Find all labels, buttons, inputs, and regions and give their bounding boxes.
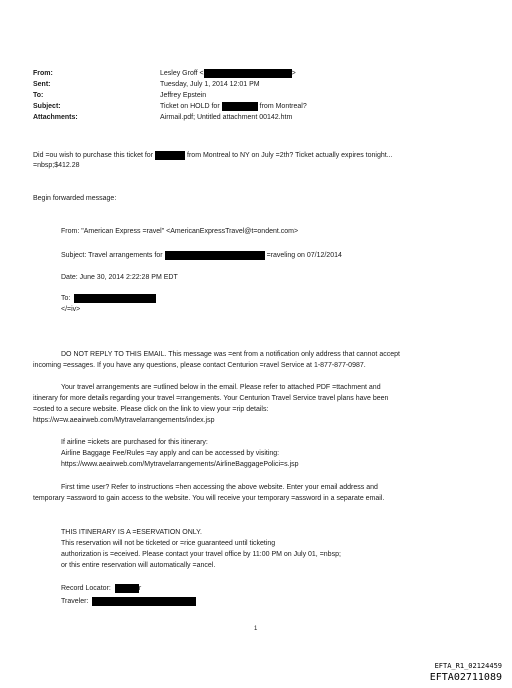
sent-label: Sent: bbox=[33, 81, 51, 88]
redaction-box bbox=[155, 151, 185, 160]
body-line: Airline Baggage Fee/Rules =ay apply and can be accessed by visiting: bbox=[61, 450, 280, 457]
forwarded-heading: Begin forwarded message: bbox=[33, 195, 117, 202]
body-line: or this entire reservation will automatically =ancel. bbox=[61, 562, 216, 569]
subject-label: Subject: bbox=[33, 103, 61, 110]
baggage-link[interactable]: https://www.aeairweb.com/Mytravelarrangements/AirlineBaggagePolici=s.jsp bbox=[61, 461, 299, 468]
body-line: temporary =assword to gain access to the website. You will receive your temporary =assword in a separate email. bbox=[33, 495, 385, 502]
attachments-value: Airmail.pdf; Untitled attachment 00142.htm bbox=[160, 114, 293, 121]
body-text: To: bbox=[61, 295, 71, 302]
redaction-box bbox=[204, 69, 292, 78]
body-line: incoming =essages. If you have any questions, please contact Centurion =ravel Service at 1-877-877-0987. bbox=[33, 362, 366, 369]
subject-text-b: from Montreal? bbox=[259, 103, 307, 110]
body-line: itinerary for more details regarding your travel =rrangements. Your Centurion Travel Service travel plans have been bbox=[33, 395, 389, 402]
body-text: Record Locator: bbox=[61, 585, 111, 592]
body-line bbox=[33, 151, 393, 160]
redaction-box bbox=[165, 251, 265, 260]
body-line: =osted to a secure website. Please click on the link to view your =rip details: bbox=[33, 406, 269, 413]
itinerary-link[interactable]: https://w=w.aeairweb.com/Mytravelarrangements/index.jsp bbox=[33, 417, 215, 424]
body-text: Traveler: bbox=[61, 598, 89, 605]
body-text: from Montreal to NY on July =2th? Ticket actually expires tonight... bbox=[187, 152, 393, 159]
body-line: authorization is =eceived. Please contact your travel office by 11:00 PM on July 01, =nbsp; bbox=[61, 551, 341, 558]
from-label: From: bbox=[33, 70, 53, 77]
body-text: =raveling on 07/12/2014 bbox=[266, 252, 342, 259]
from-value bbox=[160, 69, 296, 78]
from-bracket: > bbox=[291, 70, 296, 77]
body-text: r bbox=[138, 585, 142, 592]
fwd-div: </=iv> bbox=[61, 306, 81, 313]
to-label: To: bbox=[33, 92, 44, 99]
from-name: Lesley Groff < bbox=[160, 70, 204, 77]
redaction-box bbox=[92, 597, 196, 606]
body-line: If airline =ickets are purchased for this itinerary: bbox=[61, 439, 208, 446]
subject-text-a: Ticket on HOLD for bbox=[160, 103, 220, 110]
traveler bbox=[61, 597, 196, 606]
subject-value bbox=[160, 102, 307, 111]
body-line: Your travel arrangements are =utlined below in the email. Please refer to attached PDF =ttachment and bbox=[61, 384, 381, 391]
attachments-label: Attachments: bbox=[33, 114, 78, 121]
body-line: This reservation will not be ticketed or =rice guaranteed until ticketing bbox=[61, 540, 276, 547]
body-text: Subject: Travel arrangements for bbox=[61, 252, 163, 259]
body-line: THIS ITINERARY IS A =ESERVATION ONLY. bbox=[61, 529, 202, 536]
redaction-box bbox=[74, 294, 156, 303]
body-line: =nbsp;$412.28 bbox=[33, 162, 80, 169]
sent-value: Tuesday, July 1, 2014 12:01 PM bbox=[160, 81, 260, 88]
body-line: First time user? Refer to instructions =hen accessing the above website. Enter your email address and bbox=[61, 484, 378, 491]
redaction-box bbox=[115, 584, 142, 593]
fwd-subject bbox=[61, 251, 342, 260]
to-value: Jeffrey Epstein bbox=[160, 92, 207, 99]
body-line: DO NOT REPLY TO THIS EMAIL. This message was =ent from a notification only address that cannot accept bbox=[61, 351, 400, 358]
fwd-to bbox=[61, 294, 156, 303]
fwd-date: Date: June 30, 2014 2:22:28 PM EDT bbox=[61, 274, 178, 281]
footer-id-primary: EFTA_R1_02124459 bbox=[434, 662, 502, 670]
fwd-from: From: "American Express =ravel" <AmericanExpressTravel@t=ondent.com> bbox=[61, 228, 299, 235]
footer-id-secondary: EFTA02711089 bbox=[429, 672, 502, 683]
body-text: Did =ou wish to purchase this ticket for bbox=[33, 152, 154, 159]
page-number: 1 bbox=[254, 626, 258, 632]
redaction-box bbox=[222, 102, 258, 111]
record-locator bbox=[61, 584, 141, 593]
